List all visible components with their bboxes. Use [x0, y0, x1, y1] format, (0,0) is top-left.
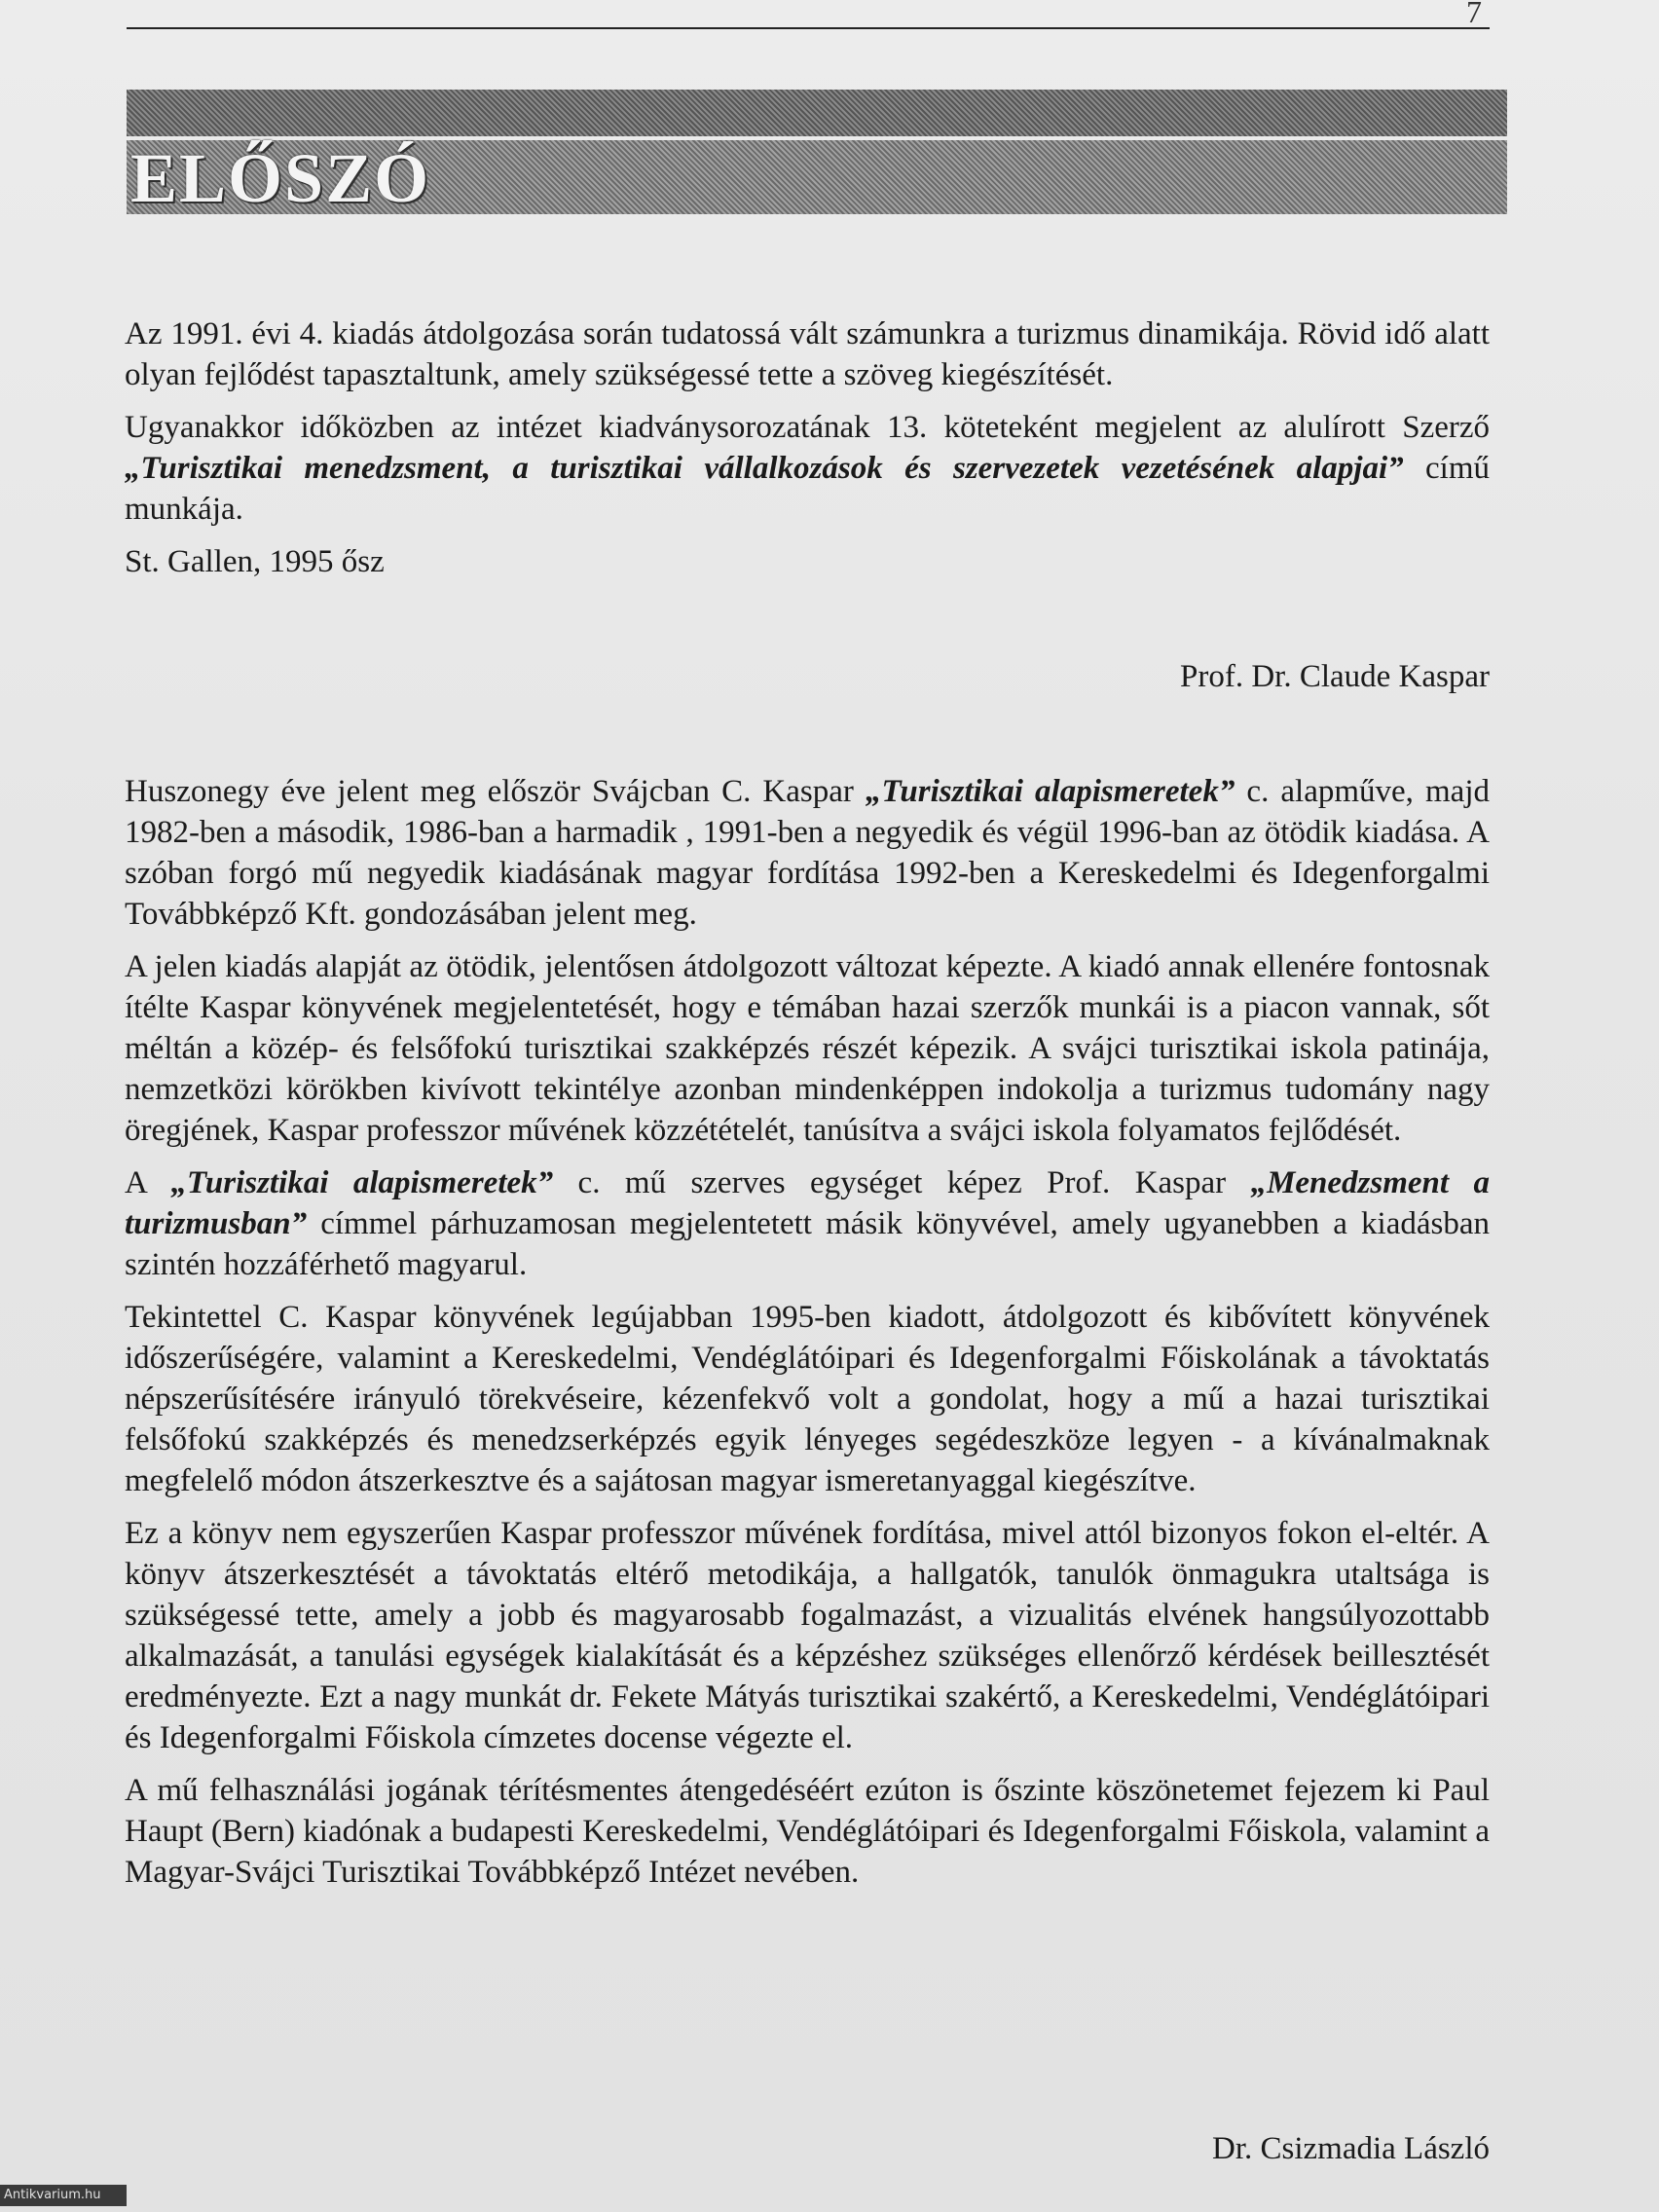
- chapter-heading: ELŐSZÓ: [130, 139, 431, 217]
- page-number: 7: [1466, 0, 1482, 29]
- foreword-paragraph-5: Ez a könyv nem egyszerűen Kaspar professzor művének fordítása, mivel attól bizonyos fokon el-eltér. A könyv átszerkesztését a távoktatás eltérő metodikája, a hallgatók, tanulók önmagukra utaltsága is szükségessé tette, amely a jobb és magyarosabb fogalmazást, a vizualitás elvének hangsúlyozottabb alkalmazását, a tanulási egységek kialakítását és a képzéshez szükséges ellenőrző kérdések beillesztését eredményezte. Ezt a nagy munkát dr. Fekete Mátyás turisztikai szakértő, a Kereskedelmi, Vendéglátóipari és Idegenforgalmi Főiskola címzetes docense végezte el.: [125, 1516, 1490, 1755]
- editor-signature: Dr. Csizmadia László: [1211, 2131, 1490, 2166]
- heading-banner-top: [127, 90, 1507, 136]
- top-rule: [127, 27, 1490, 29]
- foreword-paragraph-4: Tekintettel C. Kaspar könyvének legújabban 1995-ben kiadott, átdolgozott és kibővített könyvének időszerűségére, valamint a Kereskedelmi, Vendéglátóipari és Idegenforgalmi Főiskolának a távoktatás népszerűsítésére irányuló törekvéseire, kézenfekvő volt a gondolat, hogy a mű a hazai turisztikai felsőfokú szakképzés és menedzserképzés egyik lényeges segédeszköze legyen - a kívánalmaknak megfelelő módon átszerkesztve és a sajátosan magyar ismeretanyaggal kiegészítve.: [125, 1300, 1490, 1498]
- author-signature: Prof. Dr. Claude Kaspar: [1179, 659, 1490, 694]
- author-preface: [125, 313, 1490, 594]
- book-title: „Menedzsment a turizmusban”: [125, 1165, 1490, 1241]
- preface-paragraph-2: Ugyanakkor időközben az intézet kiadványsorozatának 13. köteteként megjelent az alulírott Szerző „Turisztikai menedzsment, a turisztikai vállalkozások és szervezetek vezetésének alapjai” című munkája.: [125, 410, 1490, 527]
- editor-foreword: [125, 771, 1490, 1904]
- foreword-paragraph-6: A mű felhasználási jogának térítésmentes átengedéséért ezúton is őszinte köszönetemet fejezem ki Paul Haupt (Bern) kiadónak a budapesti Kereskedelmi, Vendéglátóipari és Idegenforgalmi Főiskola, valamint a Magyar-Svájci Turisztikai Továbbképző Intézet nevében.: [125, 1773, 1490, 1890]
- book-title: „Turisztikai alapismeretek”: [170, 1165, 554, 1200]
- book-title: „Turisztikai alapismeretek”: [865, 774, 1235, 809]
- foreword-paragraph-3: A „Turisztikai alapismeretek” c. mű szerves egységet képez Prof. Kaspar „Menedzsment a turizmusban” címmel párhuzamosan megjelentetett másik könyvével, amely ugyanebben a kiadásban szintén hozzáférhető magyarul.: [125, 1165, 1490, 1282]
- foreword-paragraph-2: A jelen kiadás alapját az ötödik, jelentősen átdolgozott változat képezte. A kiadó annak ellenére fontosnak ítélte Kaspar könyvének megjelentetését, hogy e témában hazai szerzők munkái is a piacon vannak, sőt méltán a közép- és felsőfokú turisztikai szakképzés részét képezik. A svájci turisztikai iskola patinája, nemzetközi körökben kivívott tekintélye azonban mindenképpen indokolja a turizmus tudomány nagy öregjének, Kaspar professzor művének közzétételét, tanúsítva a svájci iskola folyamatos fejlődését.: [125, 949, 1490, 1148]
- foreword-paragraph-1: Huszonegy éve jelent meg először Svájcban C. Kaspar „Turisztikai alapismeretek” c. alapműve, majd 1982-ben a második, 1986-ban a harmadik , 1991-ben a negyedik és végül 1996-ban az ötödik kiadása. A szóban forgó mű negyedik kiadásának magyar fordítása 1992-ben a Kereskedelmi és Idegenforgalmi Továbbképző Kft. gondozásában jelent meg.: [125, 774, 1490, 932]
- preface-paragraph-1: Az 1991. évi 4. kiadás átdolgozása során tudatossá vált számunkra a turizmus dinamikája. Rövid idő alatt olyan fejlődést tapasztaltunk, amely szükségessé tette a szöveg kiegészítését.: [125, 316, 1490, 392]
- place-date: St. Gallen, 1995 ősz: [125, 544, 385, 579]
- book-title: „Turisztikai menedzsment, a turisztikai vállalkozások és szervezetek vezetésének alapjai”: [125, 451, 1404, 486]
- site-watermark: Antikvarium.hu: [0, 2185, 127, 2206]
